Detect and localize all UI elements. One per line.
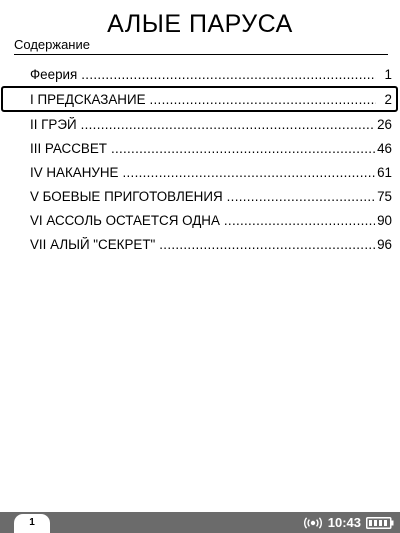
battery-icon — [366, 517, 394, 529]
toc-header-label: Содержание — [14, 37, 90, 52]
toc-item-page: 75 — [377, 189, 392, 204]
toc-item-predskazanie[interactable] — [1, 86, 398, 112]
toc-item-feeriya[interactable] — [1, 61, 398, 87]
toc-item-grey[interactable] — [1, 111, 398, 137]
toc-item-boevye-prigotovleniya[interactable] — [1, 183, 398, 209]
toc-item-title: VII АЛЫЙ "СЕКРЕТ" ..... — [30, 237, 376, 253]
toc-item-title: VI АССОЛЬ ОСТАЕТСЯ ОДНА ..... — [30, 213, 376, 229]
toc-item-title: Феерия ..... — [30, 67, 376, 83]
toc-item-page: 1 — [384, 67, 392, 82]
toc-item-title: II ГРЭЙ ..... — [30, 117, 376, 133]
status-indicators — [303, 514, 394, 532]
toc-item-page: 2 — [384, 92, 392, 107]
toc-item-page: 26 — [377, 117, 392, 132]
toc-item-page: 46 — [377, 141, 392, 156]
page-number-tab[interactable]: 1 — [14, 514, 50, 533]
toc-item-assol-ostaetsya-odna[interactable] — [1, 207, 398, 233]
toc-item-page: 90 — [377, 213, 392, 228]
toc-item-title: V БОЕВЫЕ ПРИГОТОВЛЕНИЯ ..... — [30, 189, 376, 205]
toc-item-title: IV НАКАНУНЕ ..... — [30, 165, 376, 181]
toc-item-nakanune[interactable] — [1, 159, 398, 185]
toc-header — [14, 38, 388, 55]
wireless-icon — [303, 517, 323, 529]
toc-item-page: 96 — [377, 237, 392, 252]
clock-time: 10:43 — [327, 515, 361, 530]
toc-item-alyy-sekret[interactable] — [1, 231, 398, 257]
book-title: АЛЫЕ ПАРУСА — [107, 10, 293, 38]
toc-item-title: I ПРЕДСКАЗАНИЕ ..... — [30, 92, 376, 108]
toc-item-rassvet[interactable] — [1, 135, 398, 161]
toc-item-page: 61 — [377, 165, 392, 180]
toc-item-title: III РАССВЕТ ..... — [30, 141, 376, 157]
